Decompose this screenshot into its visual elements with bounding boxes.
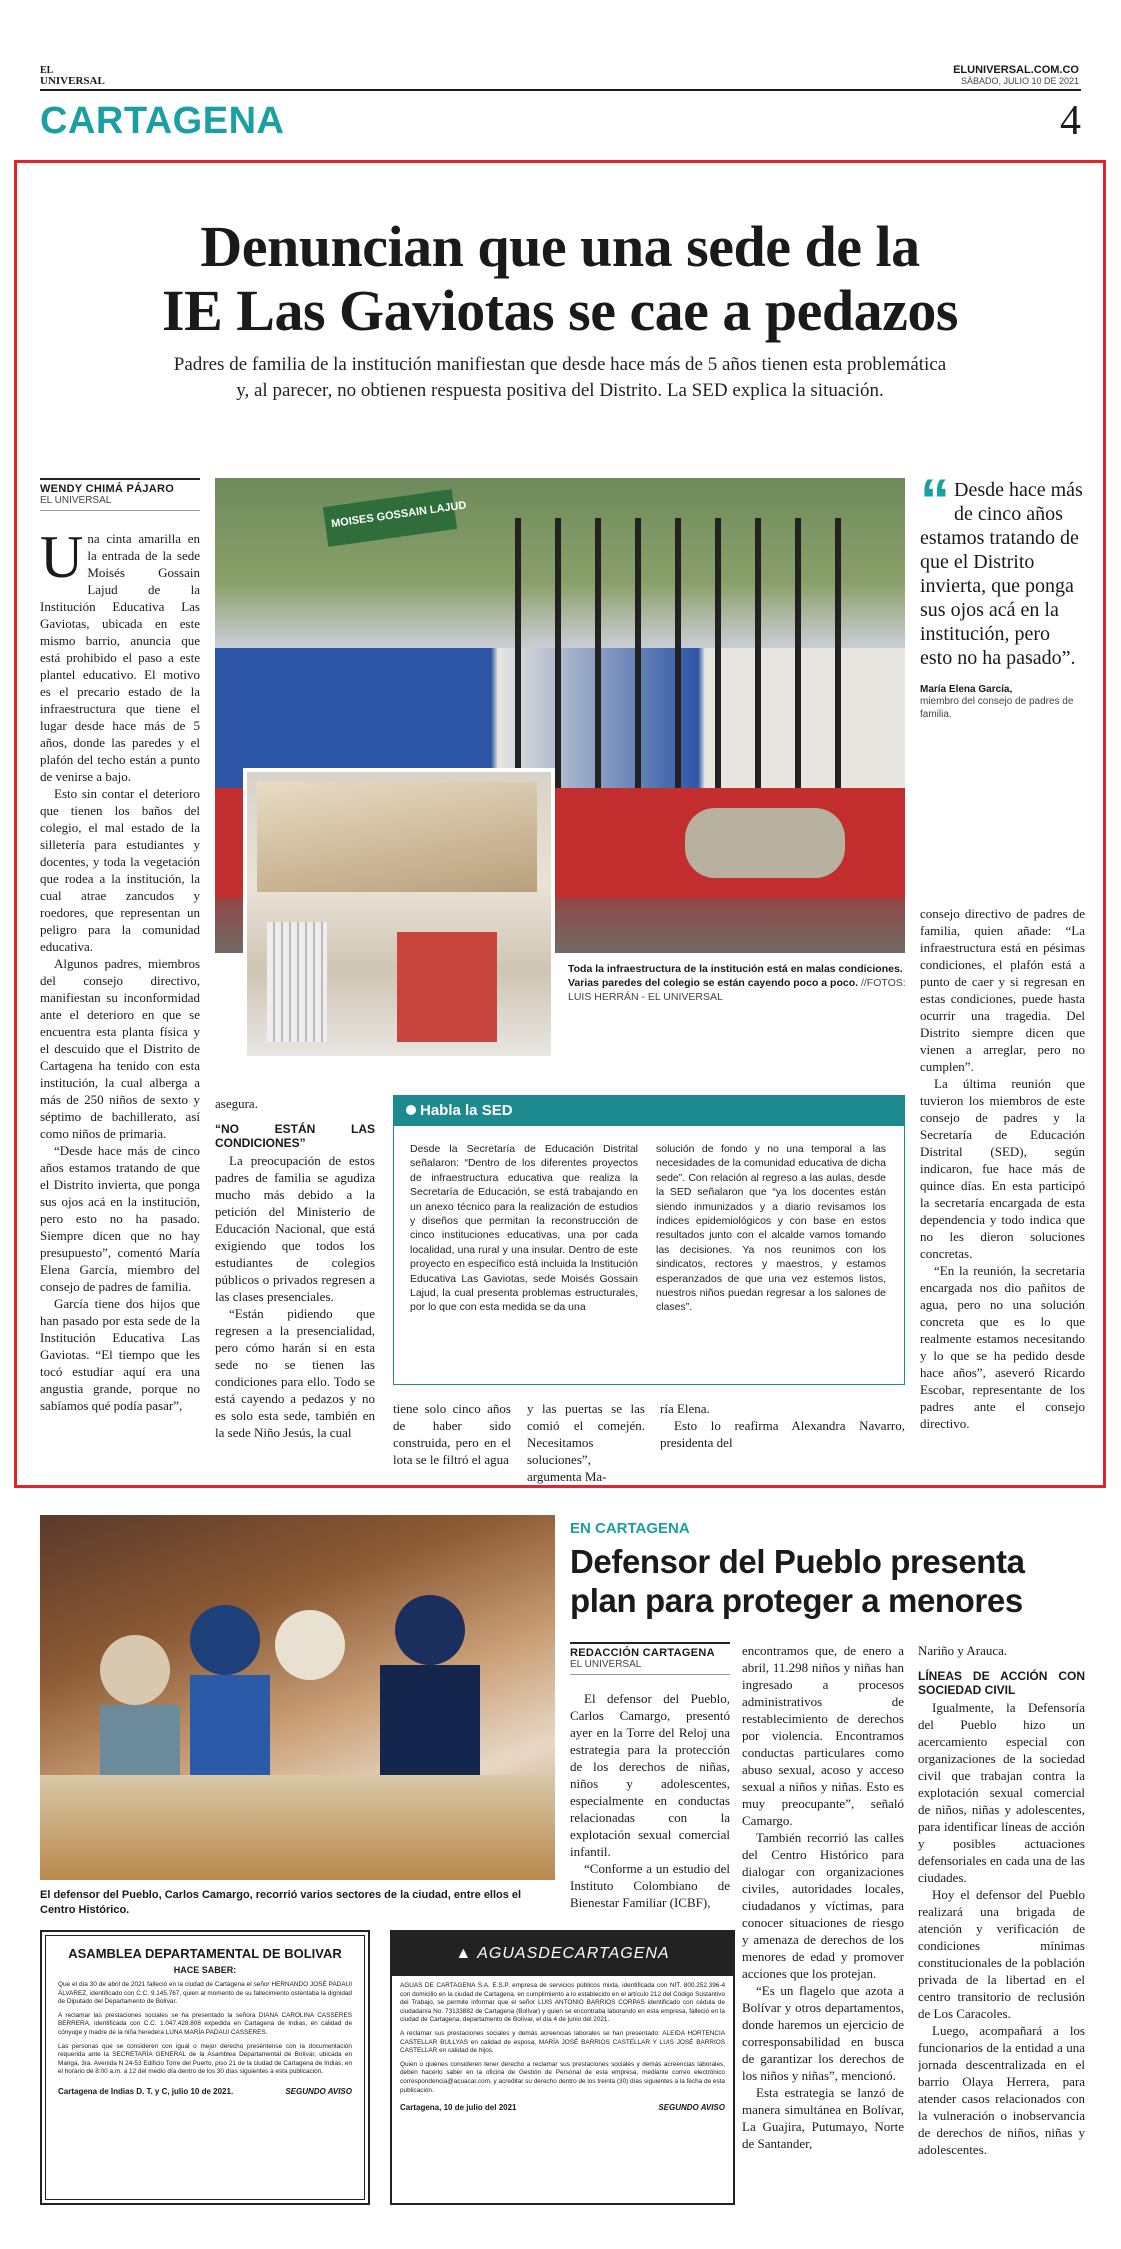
market-photo-caption: El defensor del Pueblo, Carlos Camargo, recorrió varios sectores de la ciudad, entre ellos el Centro Histórico. (40, 1889, 522, 1916)
market-photo (40, 1515, 555, 1880)
kicker: EN CARTAGENA (570, 1520, 690, 1537)
main-byline: WENDY CHIMÁ PÁJARO EL UNIVERSAL (40, 478, 200, 519)
second-headline: Defensor del Pueblo presenta plan para proteger a menores (570, 1543, 1025, 1619)
ceiling-photo (243, 768, 555, 1060)
sed-box (393, 1095, 905, 1385)
aguas-logo: ▲ AGUASDECARTAGENA (392, 1932, 733, 1976)
main-photo-caption: Toda la infraestructura de la institución está en malas condiciones. Varias paredes del colegio se están cayendo poco a poco. //FOTOS: LUIS HERRÁN - EL UNIVERSAL (568, 963, 906, 1003)
bullet-icon (406, 1105, 416, 1115)
aguas-notice: ▲ AGUASDECARTAGENA AGUAS DE CARTAGENA S.A. E.S.P. empresa de servicios públicos mixta, identificada con NIT. 800.252.396-4 con domicilio en la ciudad de Cartagena, en cumplimiento a lo establecido en el artículo 212 del Código Sustantivo del Trabajo, se permite informar que el señor LUIS ANTONIO BARRIOS CORPAS identificado con cédula de ciudadanía No. 73133882 de Cartagena (Bolívar) y quien se encontraba laborando en esta empresa, falleció en la ciudad de Cartagena, departamento de Bolívar, el día 4 de junio del 2021. A reclamar sus prestaciones sociales y demás acreencias laborales se han presentado: ALEIDA HORTENCIA CASTELLAR BULLYAS en calidad de esposa, MARÍA JOSÉ BARRIOS CASTELLAR Y LUIS JOSÉ BARRIOS CASTELLAR en calidad de hijos. Quien o quienes consideren tener derecho a reclamar sus prestaciones sociales y demás acreencias laborales, deben hacerlo saber en la oficina de Gestión de Personal de esta empresa, mediante correo electrónico correspondencia@acuacar.com, y acreditar su derecho dentro de los treinta (30) días siguientes a la fecha de esta publicación. Cartagena, 10 de julio del 2021 SEGUNDO AVISO (390, 1930, 735, 2205)
sed-box-left: Desde la Secretaría de Educación Distrital señalaron: “Dentro de los diferentes proyectos de infraestructura educativa que realiza la Secretaría de Educación, se está trabajando en un anexo técnico para la realización de estudios y diseños que permitan la reconstrucción de cinco instituciones educativas, una por cada localidad, una rural y una insular. Dentro de este proyecto en específico está incluida la Institución Educativa Las Gaviotas, sede Moisés Gossain Lajud, la cual presenta problemas estructurales, por lo que con esta medida se da una (410, 1143, 638, 1314)
main-deck: Padres de familia de la institución manifiestan que desde hace más de 5 años tienen esta problemática y, al parecer, no obtienen respuesta positiva del Distrito. La SED explica la situación. (173, 354, 947, 401)
site-url: ELUNIVERSAL.COM.CO (953, 64, 1079, 76)
second-byline: REDACCIÓN CARTAGENA EL UNIVERSAL (570, 1642, 730, 1683)
main-column-1: U na cinta amarilla en la entrada de la sede Moisés Gossain Lajud de la Institución Educativa Las Gaviotas, ubicada en este mismo barrio, anuncia que está prohibido el paso a este plantel educativo. El motivo es el precario estado de la infraestructura que tiene el lugar desde hace más de 5 años, donde las paredes y el plafón del techo están a punto de venirse a bajo. Esto sin contar el deterioro que tienen los baños del colegio, el mal estado de la silletería para estudiantes y docentes, y toda la vegetación que rodea a la institución, la cual atrae zancudos y roedores, que representan un peligro para la comunidad educativa. Algunos padres, miembros del consejo directivo, manifiestan su inconformidad ante el deterioro en que se encuentra esta planta física y el descuido que el Distrito de Cartagena ha tenido con esta institución, la cual alberga a más de 250 niños de sexto y séptimo de bachillerato, así como niños de primaria. “Desde hace más de cinco años estamos tratando de que el Distrito invierta, que ponga sus ojos acá en la institución, pero esto no ha pasado. Siempre dicen que no hay presupuesto”, comentó María Elena García, miembro del consejo de padres de familia. García tiene dos hijos que han pasado por esta sede de la Institución Educativa Las Gaviotas. “El tiempo que les tocó estudiar aquí era una angustia grande, porque no sabíamos qué podía pasar”, (40, 530, 200, 1413)
second-column-2: encontramos que, de enero a abril, 11.298 niños y niñas han ingresado a procesos administrativos de restablecimiento de derechos por violencia. Encontramos conductas particulares como abuso sexual, acoso y acceso sexual a niños y niñas. Esto es muy preocupante”, señaló Camargo. También recorrió las calles del Centro Histórico para dialogar con organizaciones civiles, autoridades locales, ciudadanos y víctimas, para conocer situaciones de riesgo y amenaza de derechos de los menores de edad y promover acciones que los protejan. “Es un flagelo que azota a Bolívar y otros departamentos, donde haremos un ejercicio de corresponsabilidad en busca de garantizar los derechos de los niños y niñas”, mencionó. Esta estrategia se lanzó de manera simultánea en Bolívar, La Guajira, Putumayo, Norte de Santander, (742, 1643, 904, 2151)
subhead-lineas: LÍNEAS DE ACCIÓN CON SOCIEDAD CIVIL (918, 1669, 1085, 1697)
asamblea-title: ASAMBLEA DEPARTAMENTAL DE BOLIVAR (68, 1946, 342, 1961)
drop-cap: U (40, 530, 84, 590)
main-column-right: consejo directivo de padres de familia, quien añade: “La infraestructura está en pésimas condiciones, el plafón está a punto de caer y si regresan en estas condiciones, puede hasta ocurrir una tragedia. Del Distrito siempre dicen que vienen a arreglar, pero no cumplen”. La última reunión que tuvieron los miembros de este consejo de padres y la Secretaría de Educación Distrital (SED), según indicaron, fue hace más de quince días. En esta participó la secretaría encargada de esta dependencia y todo indica que no les dieron soluciones concretas. “En la reunión, la secretaria encargada nos dio pañitos de agua, pero no una solución concreta que es lo que realmente estamos necesitando y lo que se ha pedido desde hace años”, aseveró Ricardo Escobar, representante de los padres ante el consejo directivo. (920, 906, 1085, 1431)
section-title: CARTAGENA (40, 100, 285, 142)
quote-author: María Elena García, (920, 684, 1013, 695)
second-column-3: Nariño y Arauca. LÍNEAS DE ACCIÓN CON SOCIEDAD CIVIL Igualmente, la Defensoría del Pueblo hizo un acercamiento especial con organizaciones de la sociedad civil que trabajan contra la explotación sexual comercial de niños, niñas y adolescentes, para identificar líneas de acción y posibles actuaciones defensoriales en cada una de las ciudades. Hoy el defensor del Pueblo realizará una brigada de atención y verificación de condiciones mínimas constitucionales de la población privada de la libertad en el centro transitorio de reclusión de Los Caracoles. Luego, acompañará a los funcionarios de la entidad a una jornada descentralizada en el barrio Olaya Herrera, para atender casos relacionados con la vulneración o inobservancia de derechos de niños, niñas y adolescentes. (918, 1643, 1085, 2157)
asamblea-notice: ASAMBLEA DEPARTAMENTAL DE BOLIVAR HACE SABER: Que el día 30 de abril de 2021 falleció en la ciudad de Cartagena el señor HERNANDO JOSÉ PADAUI ÁLVAREZ, identificado con C.C. 9.145.767, quien al momento de su fallecimiento ostentaba la dignidad de Diputado del Departamento de Bolívar. A reclamar las prestaciones sociales se ha presentado la señora DIANA CAROLINA CASSERES BERRERA, identificada con C.C. 1.047.428.808 expedida en Cartagena de Indias, en calidad de cónyuge y madre de la niña heredera LUNA MARÍA PADAUI CASSERES. Las personas que se consideren con igual o mejor derecho preséntense con la documentación requerida ante la SECRETARÍA GENERAL de la Asamblea Departamental de Bolívar, ubicada en Manga, 3ra. Avenida N 24-53 Edificio Torre del Puerto, piso 21 de la ciudad de Cartagena de Indias, en el horario de 8:00 a.m. a 12 del medio día dentro de los 30 días siguientes a esta publicación. Cartagena de Indias D. T. y C, julio 10 de 2021. SEGUNDO AVISO (40, 1930, 370, 2205)
masthead-meta (953, 64, 1079, 86)
school-sign: MOISES GOSSAIN LAJUD (323, 489, 457, 547)
sed-box-right: solución de fondo y no una temporal a las necesidades de la comunidad educativa de dicha sede”. Con relación al regreso a las aulas, desde la SED señalaron que “ya los docentes están siendo inmunizados y a diario revisamos los índices epidemiológicos y con base en estos resultados junto con el alcalde vamos tomando las decisiones. Ya nos reunimos con los sindicatos, rectores y maestros, y estamos esperanzados de que una vez estemos listos, nuestros niños puedan regresar a los salones de clases”. (656, 1143, 886, 1314)
main-headline: Denuncian que una sede de la IE Las Gaviotas se cae a pedazos (162, 214, 958, 343)
crumbling-plaster (685, 808, 845, 878)
second-column-1: El defensor del Pueblo, Carlos Camargo, presentó ayer en la Torre del Reloj una estrategia para la protección de los derechos de niñas, niños y adolescentes, especialmente en conductas relacionadas con la explotación sexual comercial infantil. “Conforme a un estudio del Instituto Colombiano de Bienestar Familiar (ICBF), (570, 1691, 730, 1910)
main-column-5-tail: ría Elena. Esto lo reafirma Alexandra Navarro, presidenta del (660, 1401, 905, 1450)
logo: EL UNIVERSAL (40, 65, 105, 87)
main-column-3-tail: tiene solo cinco años de haber sido construida, pero en el lota se le filtró el agua (393, 1401, 511, 1467)
pull-quote: “ Desde hace más de cinco años estamos tratando de que el Distrito invierta, que ponga sus ojos acá en la institución, pero esto no ha pasado”. María Elena García, miembro del consejo de padres de familia. (920, 478, 1085, 721)
page-number: 4 (1060, 98, 1081, 144)
sed-box-title: Habla la SED (394, 1096, 904, 1126)
drop-logo-icon: ▲ (455, 1945, 472, 1962)
issue-date: SÁBADO, JULIO 10 DE 2021 (960, 76, 1079, 86)
main-column-2: asegura. “NO ESTÁN LAS CONDICIONES” La preocupación de estos padres de familia se agudiza mucho más debido a la petición del Ministerio de Educación Nacional, que está exigiendo que todos los estudiantes de colegios públicos o privados regresen a las clases presenciales. “Están pidiendo que regresen a la presencialidad, pero cómo harán si en esta sede no se tienen las condiciones para ello. Todo se está cayendo a pedazos y no es solo esta sede, también en la sede Niño Jesús, la cual (215, 1096, 375, 1440)
subhead-condiciones: “NO ESTÁN LAS CONDICIONES” (215, 1122, 375, 1150)
quote-icon: “ (920, 467, 950, 534)
main-column-4-tail: y las puertas se las comió el comején. Necesitamos soluciones”, argumenta Ma- (527, 1401, 645, 1484)
quote-role: miembro del consejo de padres de familia. (920, 696, 1074, 720)
masthead-rule (40, 89, 1081, 91)
